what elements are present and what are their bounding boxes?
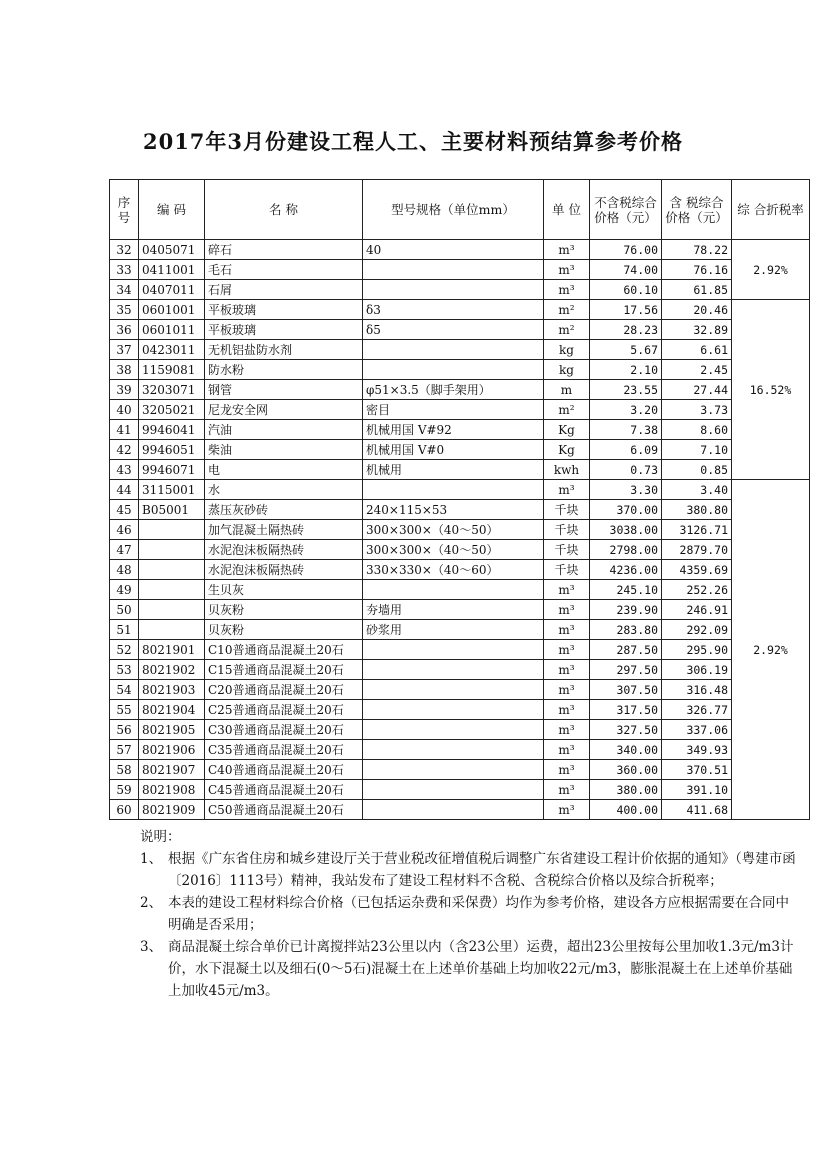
row-name: 无机铝盐防水剂	[205, 340, 363, 360]
row-no: 51	[110, 620, 139, 640]
table-row	[110, 340, 810, 360]
row-price-incl-tax: 8.60	[662, 420, 732, 440]
row-code: 3205021	[139, 400, 205, 420]
row-no: 34	[110, 280, 139, 300]
table-row	[110, 480, 810, 500]
row-name: 生贝灰	[205, 580, 363, 600]
row-no: 43	[110, 460, 139, 480]
row-no: 33	[110, 260, 139, 280]
row-price-excl-tax: 6.09	[590, 440, 662, 460]
row-price-incl-tax: 76.16	[662, 260, 732, 280]
notes-section	[140, 826, 800, 1002]
row-no: 42	[110, 440, 139, 460]
row-code: 9946041	[139, 420, 205, 440]
row-price-excl-tax: 3.30	[590, 480, 662, 500]
row-name: 水泥泡沫板隔热砖	[205, 540, 363, 560]
row-unit: 千块	[544, 540, 590, 560]
row-code: 8021906	[139, 740, 205, 760]
table-row	[110, 720, 810, 740]
row-unit: kg	[544, 360, 590, 380]
table-row	[110, 320, 810, 340]
row-spec	[363, 280, 544, 300]
row-price-excl-tax: 74.00	[590, 260, 662, 280]
row-name: 石屑	[205, 280, 363, 300]
row-price-excl-tax: 3.20	[590, 400, 662, 420]
row-code: 0423011	[139, 340, 205, 360]
row-spec: 40	[363, 240, 544, 260]
row-no: 39	[110, 380, 139, 400]
row-price-excl-tax: 3038.00	[590, 520, 662, 540]
row-price-incl-tax: 292.09	[662, 620, 732, 640]
row-spec	[363, 660, 544, 680]
row-no: 55	[110, 700, 139, 720]
row-price-incl-tax: 349.93	[662, 740, 732, 760]
row-price-excl-tax: 327.50	[590, 720, 662, 740]
row-code: 3115001	[139, 480, 205, 500]
row-tax-rate: 2.92%	[732, 480, 810, 820]
row-name: 柴油	[205, 440, 363, 460]
header-price-excl-tax: 不含税综合价格（元）	[590, 180, 662, 240]
note-text: 根据《广东省住房和城乡建设厅关于营业税改征增值税后调整广东省建设工程计价依据的通知》（粤建市函〔2016〕1113号）精神，我站发布了建设工程材料不含税、含税综合价格以及综合折税率；	[168, 851, 796, 889]
row-unit: m³	[544, 780, 590, 800]
row-price-excl-tax: 60.10	[590, 280, 662, 300]
table-row	[110, 460, 810, 480]
row-code: 8021907	[139, 760, 205, 780]
row-price-excl-tax: 7.38	[590, 420, 662, 440]
row-price-incl-tax: 3126.71	[662, 520, 732, 540]
row-no: 48	[110, 560, 139, 580]
price-table	[109, 179, 810, 820]
row-name: 平板玻璃	[205, 320, 363, 340]
row-spec: 300×300×（40～50）	[363, 540, 544, 560]
table-row	[110, 360, 810, 380]
row-no: 44	[110, 480, 139, 500]
row-code: 0405071	[139, 240, 205, 260]
row-price-excl-tax: 28.23	[590, 320, 662, 340]
row-price-incl-tax: 306.19	[662, 660, 732, 680]
row-code	[139, 560, 205, 580]
row-price-excl-tax: 5.67	[590, 340, 662, 360]
row-spec	[363, 700, 544, 720]
table-row	[110, 700, 810, 720]
row-no: 49	[110, 580, 139, 600]
row-name: C45普通商品混凝土20石	[205, 780, 363, 800]
row-spec	[363, 640, 544, 660]
row-price-excl-tax: 400.00	[590, 800, 662, 820]
row-price-incl-tax: 370.51	[662, 760, 732, 780]
row-code	[139, 540, 205, 560]
row-price-excl-tax: 23.55	[590, 380, 662, 400]
row-price-incl-tax: 7.10	[662, 440, 732, 460]
row-code: 8021902	[139, 660, 205, 680]
row-unit: m²	[544, 300, 590, 320]
row-unit: m³	[544, 740, 590, 760]
row-name: 防水粉	[205, 360, 363, 380]
row-price-excl-tax: 245.10	[590, 580, 662, 600]
row-no: 59	[110, 780, 139, 800]
note-text: 本表的建设工程材料综合价格（已包括运杂费和采保费）均作为参考价格，建设各方应根据需要在合同中明确是否采用；	[168, 895, 789, 933]
row-price-incl-tax: 0.85	[662, 460, 732, 480]
table-row	[110, 440, 810, 460]
row-no: 56	[110, 720, 139, 740]
row-code: 8021909	[139, 800, 205, 820]
row-no: 46	[110, 520, 139, 540]
row-no: 57	[110, 740, 139, 760]
row-unit: m³	[544, 580, 590, 600]
note-item	[140, 848, 800, 892]
row-spec: 机械用国 V#92	[363, 420, 544, 440]
row-price-excl-tax: 4236.00	[590, 560, 662, 580]
row-price-incl-tax: 6.61	[662, 340, 732, 360]
row-no: 54	[110, 680, 139, 700]
row-name: 蒸压灰砂砖	[205, 500, 363, 520]
row-price-incl-tax: 295.90	[662, 640, 732, 660]
row-name: 贝灰粉	[205, 600, 363, 620]
row-name: 钢管	[205, 380, 363, 400]
header-name: 名 称	[205, 180, 363, 240]
row-no: 32	[110, 240, 139, 260]
row-price-excl-tax: 76.00	[590, 240, 662, 260]
table-row	[110, 380, 810, 400]
row-spec: 砂浆用	[363, 620, 544, 640]
row-name: C50普通商品混凝土20石	[205, 800, 363, 820]
header-code: 编 码	[139, 180, 205, 240]
row-price-excl-tax: 0.73	[590, 460, 662, 480]
row-name: C20普通商品混凝土20石	[205, 680, 363, 700]
row-price-excl-tax: 2.10	[590, 360, 662, 380]
row-code: 8021901	[139, 640, 205, 660]
row-unit: Kg	[544, 440, 590, 460]
row-no: 45	[110, 500, 139, 520]
row-code: 9946051	[139, 440, 205, 460]
row-unit: m³	[544, 700, 590, 720]
row-spec: δ5	[363, 320, 544, 340]
row-unit: m³	[544, 600, 590, 620]
row-price-incl-tax: 2879.70	[662, 540, 732, 560]
row-unit: Kg	[544, 420, 590, 440]
row-name: 水	[205, 480, 363, 500]
notes-list	[140, 848, 800, 1002]
row-price-incl-tax: 380.80	[662, 500, 732, 520]
row-name: C25普通商品混凝土20石	[205, 700, 363, 720]
note-number: 2、	[140, 895, 163, 911]
row-price-incl-tax: 337.06	[662, 720, 732, 740]
row-name: 贝灰粉	[205, 620, 363, 640]
table-row	[110, 540, 810, 560]
table-row	[110, 780, 810, 800]
row-code	[139, 620, 205, 640]
row-name: 汽油	[205, 420, 363, 440]
row-name: 加气混凝土隔热砖	[205, 520, 363, 540]
row-code: 0407011	[139, 280, 205, 300]
row-unit: m	[544, 380, 590, 400]
row-name: C15普通商品混凝土20石	[205, 660, 363, 680]
row-name: 电	[205, 460, 363, 480]
row-spec: δ3	[363, 300, 544, 320]
row-price-excl-tax: 307.50	[590, 680, 662, 700]
row-unit: m³	[544, 240, 590, 260]
row-no: 40	[110, 400, 139, 420]
table-row	[110, 400, 810, 420]
row-price-incl-tax: 411.68	[662, 800, 732, 820]
row-name: C40普通商品混凝土20石	[205, 760, 363, 780]
row-unit: m³	[544, 660, 590, 680]
note-number: 3、	[140, 939, 163, 955]
table-row	[110, 800, 810, 820]
row-spec	[363, 360, 544, 380]
table-row	[110, 300, 810, 320]
row-code: 8021905	[139, 720, 205, 740]
row-price-excl-tax: 283.80	[590, 620, 662, 640]
table-row	[110, 500, 810, 520]
table-row	[110, 580, 810, 600]
row-price-incl-tax: 3.73	[662, 400, 732, 420]
row-code: 0411001	[139, 260, 205, 280]
row-price-incl-tax: 391.10	[662, 780, 732, 800]
row-code: 0601011	[139, 320, 205, 340]
row-spec: 240×115×53	[363, 500, 544, 520]
row-spec	[363, 780, 544, 800]
header-tax-rate: 综 合折税率	[732, 180, 810, 240]
table-header-row	[110, 180, 810, 240]
row-code: 8021908	[139, 780, 205, 800]
row-spec	[363, 340, 544, 360]
row-unit: 千块	[544, 500, 590, 520]
header-unit: 单 位	[544, 180, 590, 240]
row-unit: kg	[544, 340, 590, 360]
row-price-incl-tax: 4359.69	[662, 560, 732, 580]
row-spec	[363, 580, 544, 600]
table-row	[110, 240, 810, 260]
row-price-excl-tax: 370.00	[590, 500, 662, 520]
row-spec: 密目	[363, 400, 544, 420]
row-price-incl-tax: 32.89	[662, 320, 732, 340]
row-price-incl-tax: 78.22	[662, 240, 732, 260]
row-unit: m³	[544, 800, 590, 820]
row-unit: m³	[544, 480, 590, 500]
row-unit: m³	[544, 620, 590, 640]
row-price-incl-tax: 20.46	[662, 300, 732, 320]
row-price-excl-tax: 340.00	[590, 740, 662, 760]
row-unit: m³	[544, 260, 590, 280]
row-unit: m²	[544, 400, 590, 420]
row-unit: m³	[544, 640, 590, 660]
row-unit: m²	[544, 320, 590, 340]
table-row	[110, 640, 810, 660]
row-no: 41	[110, 420, 139, 440]
row-code: 1159081	[139, 360, 205, 380]
note-item	[140, 892, 800, 936]
row-code: 0601001	[139, 300, 205, 320]
row-spec	[363, 680, 544, 700]
row-code: 8021904	[139, 700, 205, 720]
header-spec: 型号规格（单位mm）	[363, 180, 544, 240]
row-no: 37	[110, 340, 139, 360]
row-no: 47	[110, 540, 139, 560]
table-row	[110, 560, 810, 580]
row-no: 60	[110, 800, 139, 820]
row-no: 53	[110, 660, 139, 680]
table-row	[110, 600, 810, 620]
row-spec: 机械用	[363, 460, 544, 480]
row-price-incl-tax: 246.91	[662, 600, 732, 620]
row-spec	[363, 260, 544, 280]
table-row	[110, 680, 810, 700]
row-spec	[363, 740, 544, 760]
row-no: 52	[110, 640, 139, 660]
header-price-incl-tax: 含 税综合价格（元）	[662, 180, 732, 240]
table-row	[110, 660, 810, 680]
row-price-incl-tax: 2.45	[662, 360, 732, 380]
row-name: C35普通商品混凝土20石	[205, 740, 363, 760]
row-name: 毛石	[205, 260, 363, 280]
table-row	[110, 620, 810, 640]
row-unit: m³	[544, 760, 590, 780]
row-name: C10普通商品混凝土20石	[205, 640, 363, 660]
row-code: 3203071	[139, 380, 205, 400]
row-price-incl-tax: 27.44	[662, 380, 732, 400]
row-spec: 300×300×（40～50）	[363, 520, 544, 540]
row-name: 碎石	[205, 240, 363, 260]
row-price-incl-tax: 61.85	[662, 280, 732, 300]
row-spec	[363, 720, 544, 740]
row-unit: 千块	[544, 560, 590, 580]
row-name: 水泥泡沫板隔热砖	[205, 560, 363, 580]
row-code: 9946071	[139, 460, 205, 480]
row-spec: φ51×3.5（脚手架用）	[363, 380, 544, 400]
row-spec	[363, 800, 544, 820]
row-price-excl-tax: 360.00	[590, 760, 662, 780]
row-spec	[363, 760, 544, 780]
row-no: 50	[110, 600, 139, 620]
note-item	[140, 936, 800, 1002]
row-no: 38	[110, 360, 139, 380]
row-unit: m³	[544, 280, 590, 300]
table-row	[110, 740, 810, 760]
row-tax-rate: 16.52%	[732, 300, 810, 480]
row-price-excl-tax: 287.50	[590, 640, 662, 660]
row-name: 平板玻璃	[205, 300, 363, 320]
row-spec: 机械用国 V#0	[363, 440, 544, 460]
row-no: 36	[110, 320, 139, 340]
table-row	[110, 280, 810, 300]
row-unit: m³	[544, 720, 590, 740]
row-unit: m³	[544, 680, 590, 700]
row-code	[139, 600, 205, 620]
row-spec: 330×330×（40～60）	[363, 560, 544, 580]
row-unit: 千块	[544, 520, 590, 540]
note-number: 1、	[140, 851, 163, 867]
table-row	[110, 420, 810, 440]
table-row	[110, 760, 810, 780]
row-price-incl-tax: 3.40	[662, 480, 732, 500]
row-price-incl-tax: 316.48	[662, 680, 732, 700]
row-tax-rate: 2.92%	[732, 240, 810, 300]
row-price-excl-tax: 17.56	[590, 300, 662, 320]
header-no: 序号	[110, 180, 139, 240]
row-unit: kwh	[544, 460, 590, 480]
row-spec	[363, 480, 544, 500]
row-price-excl-tax: 2798.00	[590, 540, 662, 560]
page-title: 2017年3月份建设工程人工、主要材料预结算参考价格	[142, 129, 684, 154]
notes-heading: 说明：	[140, 829, 181, 845]
row-spec: 夯墙用	[363, 600, 544, 620]
row-price-excl-tax: 239.90	[590, 600, 662, 620]
row-code	[139, 520, 205, 540]
row-no: 35	[110, 300, 139, 320]
row-name: 尼龙安全网	[205, 400, 363, 420]
table-row	[110, 520, 810, 540]
table-body	[110, 240, 810, 820]
row-price-excl-tax: 297.50	[590, 660, 662, 680]
row-price-incl-tax: 326.77	[662, 700, 732, 720]
table-row	[110, 260, 810, 280]
row-price-excl-tax: 380.00	[590, 780, 662, 800]
row-price-incl-tax: 252.26	[662, 580, 732, 600]
note-text: 商品混凝土综合单价已计离搅拌站23公里以内（含23公里）运费，超出23公里按每公里加收1.3元/m3计价，水下混凝土以及细石(0～5石)混凝土在上述单价基础上均加收22元/m3，膨胀混凝土在上述单价基础上加收45元/m3。	[168, 939, 794, 999]
row-price-excl-tax: 317.50	[590, 700, 662, 720]
row-code: B05001	[139, 500, 205, 520]
row-code: 8021903	[139, 680, 205, 700]
row-no: 58	[110, 760, 139, 780]
row-name: C30普通商品混凝土20石	[205, 720, 363, 740]
row-code	[139, 580, 205, 600]
